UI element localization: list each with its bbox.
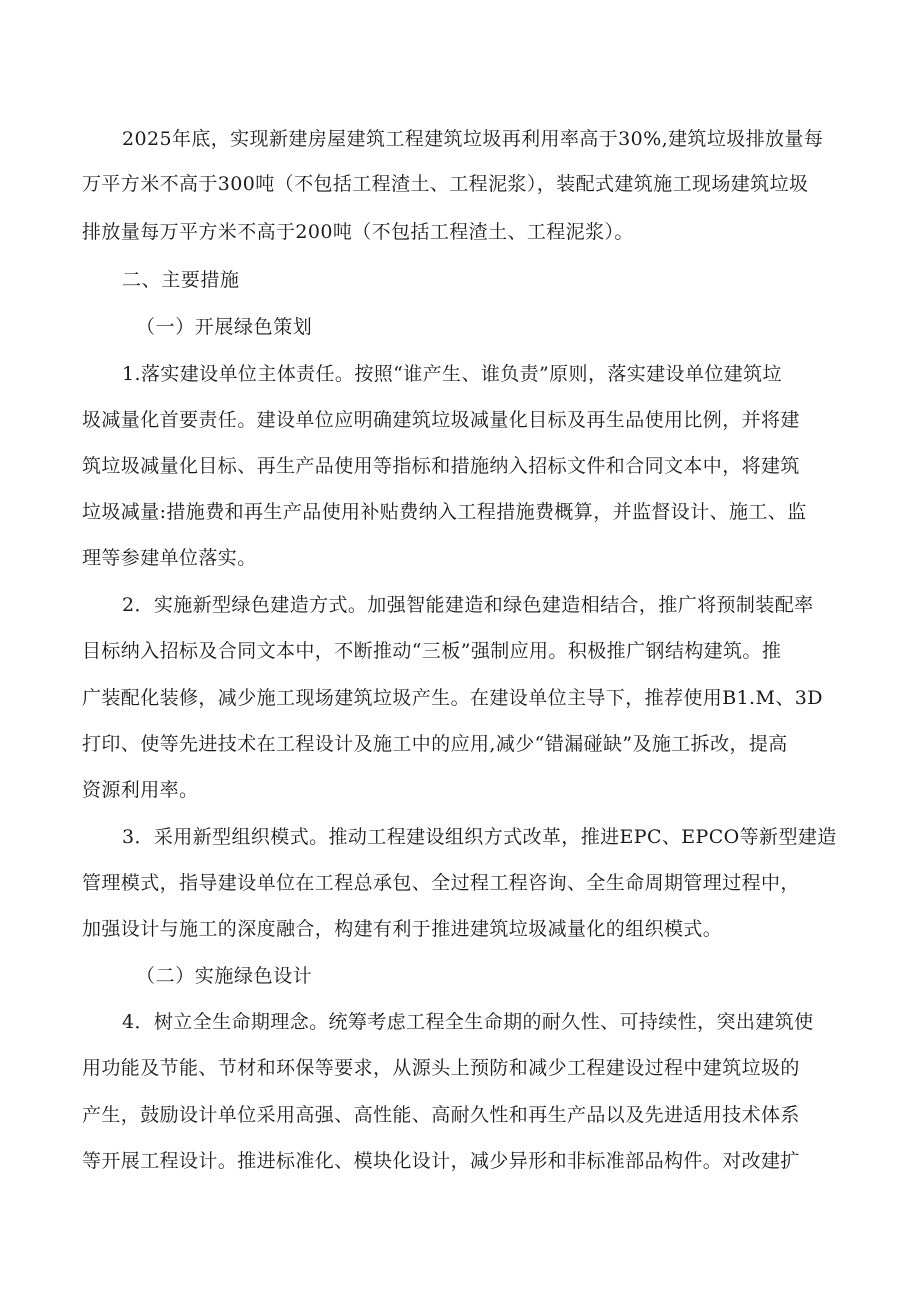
item-2-line-1: 2．实施新型绿色建造方式。加强智能建造和绿色建造相结合，推广将预制装配率 [122,594,814,616]
subsection-heading-green-planning: （一）开展绿色策划 [136,316,313,338]
item-1-line-1: 1.落实建设单位主体责任。按照“谁产生、谁负责”原则，落实建设单位建筑垃 [122,363,782,385]
item-3-line-3: 加强设计与施工的深度融合，构建有利于推进建筑垃圾减量化的组织模式。 [82,918,723,940]
item-4-line-3: 产生，鼓励设计单位采用高强、高性能、高耐久性和再生产品以及先进适用技术体系 [82,1104,800,1126]
item-4-line-2: 用功能及节能、节材和环保等要求，从源头上预防和减少工程建设过程中建筑垃圾的 [82,1057,800,1079]
section-heading-main-measures: 二、主要措施 [122,269,240,291]
intro-line-1: 2025年底，实现新建房屋建筑工程建筑垃圾再利用率高于30%,建筑垃圾排放量每 [122,128,824,150]
item-3-line-2: 管理模式，指导建设单位在工程总承包、全过程工程咨询、全生命周期管理过程中， [82,872,800,894]
item-2-line-4: 打印、使等先进技术在工程设计及施工中的应用,减少“错漏碰缺”及施工拆改，提高 [82,733,788,755]
item-4-line-4: 等开展工程设计。推进标准化、模块化设计，减少异形和非标准部品构件。对改建扩 [82,1150,800,1172]
item-4-line-1: 4．树立全生命期理念。统筹考虑工程全生命期的耐久性、可持续性，突出建筑使 [122,1011,814,1033]
item-2-line-2: 目标纳入招标及合同文本中，不断推动“三板”强制应用。积极推广钢结构建筑。推 [82,640,782,662]
intro-line-3: 排放量每万平方米不高于200吨（不包括工程渣土、工程泥浆）。 [82,221,634,243]
item-1-line-2: 圾减量化首要责任。建设单位应明确建筑垃圾减量化目标及再生品使用比例，并将建 [82,409,800,431]
item-1-line-5: 理等参建单位落实。 [82,547,257,569]
item-3-line-1: 3．采用新型组织模式。推动工程建设组织方式改革，推进EPC、EPCO等新型建造 [122,826,837,848]
intro-line-2: 万平方米不高于300吨（不包括工程渣土、工程泥浆），装配式建筑施工现场建筑垃圾 [82,173,809,195]
item-1-line-3: 筑垃圾减量化目标、再生产品使用等指标和措施纳入招标文件和合同文本中，将建筑 [82,455,800,477]
item-2-line-5: 资源利用率。 [82,779,199,801]
item-1-line-4: 垃圾减量:措施费和再生产品使用补贴费纳入工程措施费概算，并监督设计、施工、监 [82,501,807,523]
item-2-line-3: 广装配化装修，减少施工现场建筑垃圾产生。在建设单位主导下，推荐使用B1.M、3D [82,687,823,709]
subsection-heading-green-design: （二）实施绿色设计 [136,965,313,987]
